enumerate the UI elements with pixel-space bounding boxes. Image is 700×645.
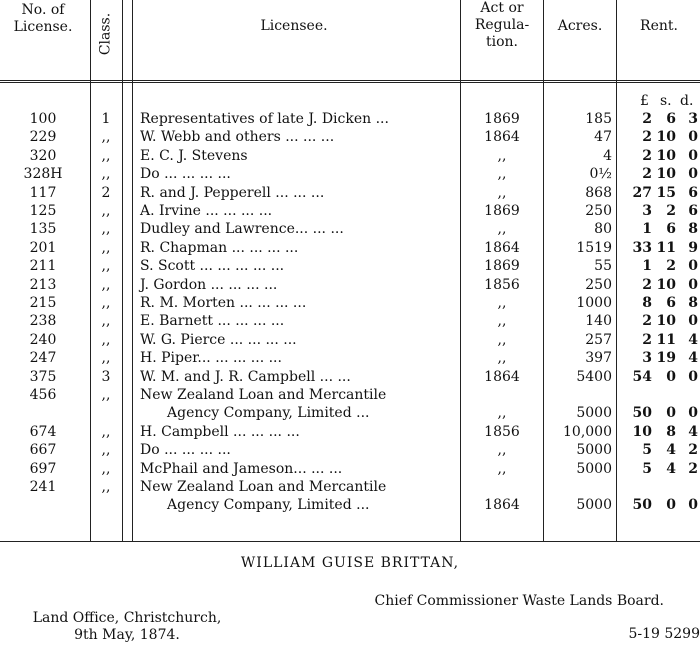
cell-rent-pence: 0: [688, 405, 698, 422]
cell-act: ,,: [497, 350, 507, 367]
table-row: [0, 165, 700, 183]
cell-licensee: E. C. J. Stevens: [140, 147, 248, 164]
cell-acres: 5400: [576, 368, 612, 385]
cell-licensee: McPhail and Jameson... ... ...: [140, 460, 343, 477]
cell-rent-pence: 0: [688, 276, 698, 293]
cell-rent-pounds: 33: [632, 239, 652, 256]
cell-rent-pounds: 54: [632, 368, 652, 385]
cell-licensee: S. Scott ... ... ... ... ...: [140, 258, 285, 275]
table-row: [0, 147, 700, 165]
cell-license-no: 456: [29, 387, 57, 403]
cell-act: ,,: [497, 184, 507, 201]
cell-rent-shillings: 19: [656, 350, 676, 367]
cell-rent-pounds: 3: [642, 350, 652, 367]
cell-act: ,,: [497, 313, 507, 330]
cell-rent-shillings: 10: [656, 276, 676, 293]
cell-licensee: Agency Company, Limited ...: [167, 405, 370, 422]
cell-licensee: W. G. Pierce ... ... ... ...: [140, 331, 297, 348]
cell-rent-pence: 0: [688, 166, 698, 183]
table-row: [0, 349, 700, 367]
cell-rent-pounds: 1: [642, 258, 652, 275]
table-row: [0, 110, 700, 128]
cell-acres: 868: [585, 184, 612, 201]
cell-acres: 0½: [589, 166, 612, 183]
cell-license-no: 215: [29, 295, 57, 311]
cell-rent-pence: 8: [688, 221, 698, 238]
cell-rent-pence: 3: [688, 111, 698, 127]
cell-act: ,,: [497, 405, 507, 422]
cell-rent-pounds: 2: [642, 147, 652, 164]
cell-rent-shillings: 6: [666, 295, 676, 311]
rent-shillings-unit: s.: [660, 93, 672, 109]
cell-rent-shillings: 6: [666, 221, 676, 238]
cell-rent-pence: 8: [688, 295, 698, 311]
cell-license-no: 240: [29, 331, 57, 348]
office-block: [22, 610, 232, 644]
cell-license-no: 320: [29, 147, 57, 164]
table-row: [0, 423, 700, 441]
cell-class: ,,: [101, 221, 111, 238]
table-row: [0, 202, 700, 220]
cell-rent-shillings: 10: [656, 147, 676, 164]
cell-licensee: W. Webb and others ... ... ...: [140, 129, 335, 146]
cell-rent-pence: 4: [688, 423, 698, 440]
cell-act: ,,: [497, 442, 507, 459]
table-row: [0, 368, 700, 386]
cell-rent-shillings: 8: [666, 423, 676, 440]
cell-license-no: 238: [29, 313, 57, 330]
cell-act: 1856: [484, 276, 520, 293]
cell-class: ,,: [101, 479, 111, 495]
cell-act: 1864: [484, 368, 520, 385]
header-license-no: No. of License.: [13, 2, 73, 35]
cell-license-no: 328H: [23, 166, 63, 183]
cell-rent-pence: 6: [688, 203, 698, 219]
cell-license-no: 247: [29, 350, 57, 367]
table-row: [0, 294, 700, 312]
cell-licensee: Do ... ... ... ...: [140, 166, 231, 183]
cell-license-no: 117: [29, 184, 57, 201]
cell-acres: 55: [594, 258, 612, 275]
cell-act: ,,: [497, 460, 507, 477]
cell-rent-pence: 0: [688, 129, 698, 146]
cell-rent-shillings: 15: [656, 184, 676, 201]
cell-act: ,,: [497, 331, 507, 348]
cell-license-no: 125: [29, 203, 57, 219]
table-row: [0, 496, 700, 514]
table-row: [0, 239, 700, 257]
table-bottom-rule: [0, 541, 700, 542]
cell-license-no: 667: [29, 442, 57, 459]
header-rent: Rent.: [640, 18, 678, 34]
cell-class: ,,: [101, 129, 111, 146]
cell-license-no: 229: [29, 129, 57, 146]
cell-licensee: E. Barnett ... ... ... ...: [140, 313, 285, 330]
cell-act: ,,: [497, 147, 507, 164]
cell-licensee: R. and J. Pepperell ... ... ...: [140, 184, 325, 201]
signatory-title: Chief Commissioner Waste Lands Board.: [374, 593, 664, 609]
cell-rent-pence: 0: [688, 497, 698, 514]
cell-acres: 10,000: [563, 423, 612, 440]
cell-rent-pounds: 8: [642, 295, 652, 311]
cell-acres: 250: [585, 276, 612, 293]
cell-acres: 47: [594, 129, 612, 146]
cell-act: 1864: [484, 239, 520, 256]
cell-rent-pence: 0: [688, 368, 698, 385]
cell-act: 1869: [484, 203, 520, 219]
cell-rent-pence: 6: [688, 184, 698, 201]
cell-license-no: 201: [29, 239, 57, 256]
table-row: [0, 404, 700, 422]
cell-class: 3: [101, 368, 111, 385]
cell-class: 2: [101, 184, 111, 201]
cell-licensee: H. Campbell ... ... ... ...: [140, 423, 300, 440]
cell-acres: 140: [585, 313, 612, 330]
cell-rent-shillings: 11: [656, 239, 676, 256]
cell-rent-pounds: 2: [642, 129, 652, 146]
cell-class: ,,: [101, 147, 111, 164]
cell-rent-shillings: 2: [666, 258, 676, 275]
cell-rent-pounds: 2: [642, 166, 652, 183]
cell-acres: 185: [585, 111, 612, 127]
cell-license-no: 375: [29, 368, 57, 385]
cell-rent-pounds: 50: [632, 497, 652, 514]
signatory-name: WILLIAM GUISE BRITTAN,: [240, 555, 460, 571]
cell-rent-pence: 0: [688, 313, 698, 330]
cell-rent-pence: 0: [688, 147, 698, 164]
cell-act: 1864: [484, 497, 520, 514]
cell-licensee: W. M. and J. R. Campbell ... ...: [140, 368, 351, 385]
cell-license-no: 241: [29, 479, 57, 495]
cell-rent-pence: 4: [688, 350, 698, 367]
cell-acres: 5000: [576, 497, 612, 514]
header-licensee: Licensee.: [260, 18, 328, 34]
cell-class: ,,: [101, 442, 111, 459]
cell-rent-pounds: 2: [642, 313, 652, 330]
cell-license-no: 674: [29, 423, 57, 440]
cell-rent-shillings: 0: [666, 405, 676, 422]
header-class: [96, 6, 116, 62]
table-row: [0, 386, 700, 404]
cell-act: 1869: [484, 111, 520, 127]
cell-rent-shillings: 2: [666, 203, 676, 219]
header-class-label: Class.: [97, 12, 114, 56]
cell-act: 1864: [484, 129, 520, 146]
header-rule-double: [0, 82, 700, 83]
cell-licensee: Dudley and Lawrence... ... ...: [140, 221, 344, 238]
cell-acres: 5000: [576, 405, 612, 422]
cell-licensee: Representatives of late J. Dicken ...: [140, 111, 389, 127]
cell-class: ,,: [101, 350, 111, 367]
cell-rent-pounds: 3: [642, 203, 652, 219]
cell-acres: 5000: [576, 460, 612, 477]
cell-rent-shillings: 6: [666, 111, 676, 127]
cell-licensee: R. Chapman ... ... ... ...: [140, 239, 299, 256]
cell-act: 1869: [484, 258, 520, 275]
cell-rent-pence: 4: [688, 331, 698, 348]
cell-class: ,,: [101, 460, 111, 477]
cell-licensee: H. Piper... ... ... ... ...: [140, 350, 282, 367]
cell-class: ,,: [101, 313, 111, 330]
table-row: [0, 257, 700, 275]
table-row: [0, 460, 700, 478]
table-row: [0, 276, 700, 294]
cell-license-no: 697: [29, 460, 57, 477]
cell-rent-shillings: 4: [666, 460, 676, 477]
cell-rent-pounds: 50: [632, 405, 652, 422]
cell-rent-shillings: 10: [656, 313, 676, 330]
cell-acres: 250: [585, 203, 612, 219]
cell-act: ,,: [497, 295, 507, 311]
cell-license-no: 135: [29, 221, 57, 238]
cell-licensee: Do ... ... ... ...: [140, 442, 231, 459]
cell-class: ,,: [101, 258, 111, 275]
office-date: 9th May, 1874.: [74, 627, 180, 643]
table-row: [0, 312, 700, 330]
cell-class: 1: [101, 111, 111, 127]
office-location: Land Office, Christchurch,: [32, 610, 222, 626]
cell-licensee: Agency Company, Limited ...: [167, 497, 370, 514]
cell-rent-pence: 2: [688, 442, 698, 459]
header-rule: [0, 80, 700, 81]
cell-rent-shillings: 0: [666, 497, 676, 514]
cell-act: ,,: [497, 221, 507, 238]
table-row: [0, 441, 700, 459]
cell-class: ,,: [101, 166, 111, 183]
cell-license-no: 213: [29, 276, 57, 293]
cell-acres: 80: [594, 221, 612, 238]
cell-licensee: New Zealand Loan and Mercantile: [140, 387, 387, 403]
cell-rent-shillings: 10: [656, 129, 676, 146]
cell-licensee: A. Irvine ... ... ... ...: [140, 203, 273, 219]
cell-license-no: 211: [29, 258, 57, 275]
cell-rent-pounds: 27: [632, 184, 652, 201]
cell-rent-pounds: 2: [642, 111, 652, 127]
cell-act: ,,: [497, 166, 507, 183]
rent-pence-unit: d.: [680, 93, 694, 109]
cell-class: ,,: [101, 423, 111, 440]
header-act: Act or Regula- tion.: [474, 0, 530, 50]
cell-rent-pence: 0: [688, 258, 698, 275]
cell-class: ,,: [101, 387, 111, 403]
print-reference: 5-19 5299: [628, 626, 700, 642]
cell-licensee: J. Gordon ... ... ... ...: [140, 276, 278, 293]
cell-rent-pence: 2: [688, 460, 698, 477]
cell-class: ,,: [101, 276, 111, 293]
rent-pounds-unit: £: [640, 93, 649, 109]
cell-rent-pounds: 2: [642, 331, 652, 348]
cell-rent-pounds: 5: [642, 442, 652, 459]
table-row: [0, 184, 700, 202]
table-row: [0, 220, 700, 238]
cell-rent-pounds: 5: [642, 460, 652, 477]
cell-rent-pence: 9: [688, 239, 698, 256]
cell-licensee: New Zealand Loan and Mercantile: [140, 479, 387, 495]
cell-rent-pounds: 10: [632, 423, 652, 440]
cell-rent-pounds: 2: [642, 276, 652, 293]
cell-rent-pounds: 1: [642, 221, 652, 238]
table-row: [0, 128, 700, 146]
cell-class: ,,: [101, 331, 111, 348]
cell-rent-shillings: 11: [656, 331, 676, 348]
cell-acres: 257: [585, 331, 612, 348]
cell-acres: 1519: [576, 239, 612, 256]
cell-license-no: 100: [29, 111, 57, 127]
cell-class: ,,: [101, 295, 111, 311]
table-row: [0, 478, 700, 496]
cell-rent-shillings: 0: [666, 368, 676, 385]
cell-licensee: R. M. Morten ... ... ... ...: [140, 295, 307, 311]
table-row: [0, 331, 700, 349]
cell-rent-shillings: 4: [666, 442, 676, 459]
cell-act: 1856: [484, 423, 520, 440]
cell-acres: 397: [585, 350, 612, 367]
cell-class: ,,: [101, 203, 111, 219]
cell-acres: 5000: [576, 442, 612, 459]
cell-acres: 4: [603, 147, 612, 164]
cell-rent-shillings: 10: [656, 166, 676, 183]
cell-class: ,,: [101, 239, 111, 256]
cell-acres: 1000: [576, 295, 612, 311]
header-acres: Acres.: [557, 18, 603, 34]
